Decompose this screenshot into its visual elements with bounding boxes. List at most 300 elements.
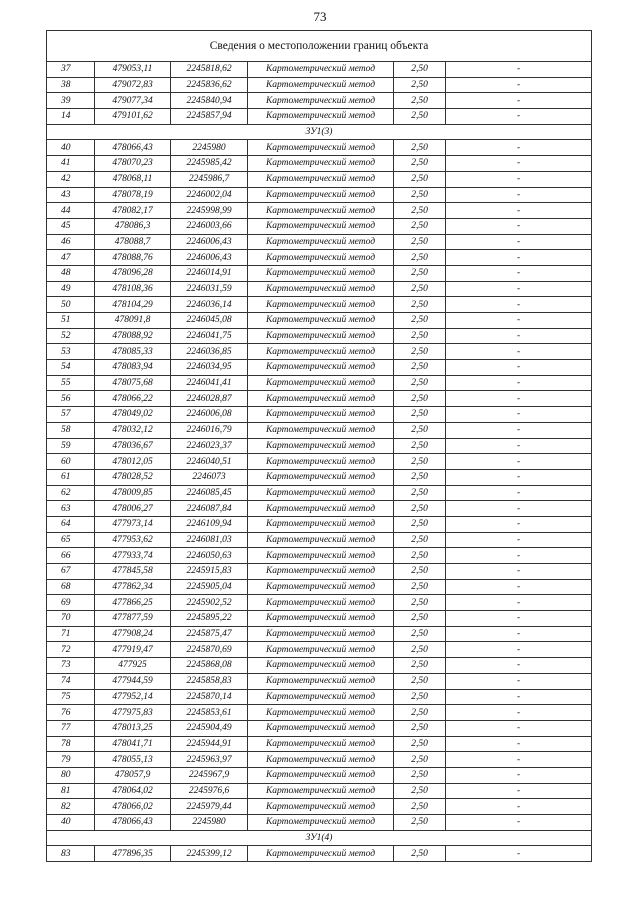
point-number-cell: 46 (47, 234, 95, 250)
method-cell: Картометрический метод (248, 626, 394, 642)
description-cell: - (446, 281, 592, 297)
coord-x-cell: 478078,19 (95, 187, 171, 203)
coord-y-cell: 2245998,99 (171, 203, 248, 219)
method-cell: Картометрический метод (248, 736, 394, 752)
point-number-cell: 71 (47, 626, 95, 642)
method-cell: Картометрический метод (248, 297, 394, 313)
method-cell: Картометрический метод (248, 642, 394, 658)
point-number-cell: 82 (47, 799, 95, 815)
method-cell: Картометрический метод (248, 815, 394, 831)
point-number-cell: 59 (47, 438, 95, 454)
accuracy-cell: 2,50 (394, 187, 446, 203)
accuracy-cell: 2,50 (394, 156, 446, 172)
accuracy-cell: 2,50 (394, 548, 446, 564)
accuracy-cell: 2,50 (394, 265, 446, 281)
coord-x-cell: 479072,83 (95, 77, 171, 93)
point-number-cell: 74 (47, 673, 95, 689)
accuracy-cell: 2,50 (394, 532, 446, 548)
description-cell: - (446, 736, 592, 752)
method-cell: Картометрический метод (248, 516, 394, 532)
accuracy-cell: 2,50 (394, 611, 446, 627)
coord-y-cell: 2246073 (171, 469, 248, 485)
table-row (47, 736, 592, 752)
coord-y-cell: 2246014,91 (171, 265, 248, 281)
point-number-cell: 47 (47, 250, 95, 266)
coord-x-cell: 479101,62 (95, 109, 171, 125)
coord-y-cell: 2246016,79 (171, 422, 248, 438)
page-number: 73 (313, 9, 327, 24)
accuracy-cell: 2,50 (394, 783, 446, 799)
accuracy-cell: 2,50 (394, 501, 446, 517)
coord-x-cell: 477953,62 (95, 532, 171, 548)
point-number-cell: 56 (47, 391, 95, 407)
coord-y-cell: 2245895,22 (171, 611, 248, 627)
accuracy-cell: 2,50 (394, 626, 446, 642)
method-cell: Картометрический метод (248, 611, 394, 627)
method-cell: Картометрический метод (248, 658, 394, 674)
method-cell: Картометрический метод (248, 93, 394, 109)
description-cell: - (446, 407, 592, 423)
point-number-cell: 61 (47, 469, 95, 485)
method-cell: Картометрический метод (248, 156, 394, 172)
description-cell: - (446, 234, 592, 250)
coord-x-cell: 477862,34 (95, 579, 171, 595)
coord-x-cell: 478006,27 (95, 501, 171, 517)
method-cell: Картометрический метод (248, 673, 394, 689)
coord-y-cell: 2245967,9 (171, 767, 248, 783)
method-cell: Картометрический метод (248, 62, 394, 78)
accuracy-cell: 2,50 (394, 799, 446, 815)
method-cell: Картометрический метод (248, 234, 394, 250)
method-cell: Картометрический метод (248, 203, 394, 219)
method-cell: Картометрический метод (248, 422, 394, 438)
description-cell: - (446, 720, 592, 736)
accuracy-cell: 2,50 (394, 658, 446, 674)
section-label: ЗУ1(4) (47, 830, 592, 846)
description-cell: - (446, 548, 592, 564)
description-cell: - (446, 218, 592, 234)
method-cell: Картометрический метод (248, 313, 394, 329)
table-row (47, 234, 592, 250)
description-cell: - (446, 642, 592, 658)
coord-x-cell: 478028,52 (95, 469, 171, 485)
table-row (47, 109, 592, 125)
description-cell: - (446, 62, 592, 78)
table-row (47, 250, 592, 266)
coord-x-cell: 477933,74 (95, 548, 171, 564)
accuracy-cell: 2,50 (394, 297, 446, 313)
description-cell: - (446, 673, 592, 689)
table-row (47, 281, 592, 297)
accuracy-cell: 2,50 (394, 752, 446, 768)
method-cell: Картометрический метод (248, 846, 394, 862)
accuracy-cell: 2,50 (394, 454, 446, 470)
coord-x-cell: 478066,43 (95, 140, 171, 156)
description-cell: - (446, 767, 592, 783)
point-number-cell: 55 (47, 375, 95, 391)
table-row (47, 375, 592, 391)
point-number-cell: 80 (47, 767, 95, 783)
accuracy-cell: 2,50 (394, 438, 446, 454)
table-row (47, 93, 592, 109)
method-cell: Картометрический метод (248, 595, 394, 611)
description-cell: - (446, 203, 592, 219)
table-row (47, 391, 592, 407)
section-label: ЗУ1(3) (47, 124, 592, 140)
method-cell: Картометрический метод (248, 689, 394, 705)
table-row (47, 564, 592, 580)
description-cell: - (446, 344, 592, 360)
accuracy-cell: 2,50 (394, 767, 446, 783)
coord-x-cell: 478088,7 (95, 234, 171, 250)
accuracy-cell: 2,50 (394, 375, 446, 391)
accuracy-cell: 2,50 (394, 140, 446, 156)
coord-x-cell: 478012,05 (95, 454, 171, 470)
coord-y-cell: 2245870,14 (171, 689, 248, 705)
coord-x-cell: 478066,43 (95, 815, 171, 831)
point-number-cell: 67 (47, 564, 95, 580)
method-cell: Картометрический метод (248, 438, 394, 454)
point-number-cell: 44 (47, 203, 95, 219)
accuracy-cell: 2,50 (394, 77, 446, 93)
section-row (47, 830, 592, 846)
coord-y-cell: 2245857,94 (171, 109, 248, 125)
description-cell: - (446, 595, 592, 611)
coord-x-cell: 478068,11 (95, 171, 171, 187)
coord-x-cell: 478064,02 (95, 783, 171, 799)
accuracy-cell: 2,50 (394, 705, 446, 721)
point-number-cell: 77 (47, 720, 95, 736)
table-row (47, 705, 592, 721)
coord-x-cell: 477896,35 (95, 846, 171, 862)
table-row (47, 218, 592, 234)
coord-y-cell: 2246109,94 (171, 516, 248, 532)
accuracy-cell: 2,50 (394, 407, 446, 423)
coord-y-cell: 2246028,87 (171, 391, 248, 407)
point-number-cell: 39 (47, 93, 95, 109)
coord-x-cell: 479077,34 (95, 93, 171, 109)
table-row (47, 469, 592, 485)
table-row (47, 611, 592, 627)
coord-y-cell: 2246031,59 (171, 281, 248, 297)
coord-x-cell: 478083,94 (95, 360, 171, 376)
table-row (47, 548, 592, 564)
point-number-cell: 40 (47, 140, 95, 156)
coord-x-cell: 478032,12 (95, 422, 171, 438)
description-cell: - (446, 313, 592, 329)
accuracy-cell: 2,50 (394, 846, 446, 862)
table-row (47, 203, 592, 219)
coord-x-cell: 478096,28 (95, 265, 171, 281)
description-cell: - (446, 391, 592, 407)
accuracy-cell: 2,50 (394, 344, 446, 360)
point-number-cell: 70 (47, 611, 95, 627)
description-cell: - (446, 454, 592, 470)
accuracy-cell: 2,50 (394, 642, 446, 658)
description-cell: - (446, 171, 592, 187)
accuracy-cell: 2,50 (394, 109, 446, 125)
point-number-cell: 48 (47, 265, 95, 281)
table-row (47, 579, 592, 595)
coord-y-cell: 2246081,03 (171, 532, 248, 548)
coord-y-cell: 2245870,69 (171, 642, 248, 658)
coord-x-cell: 477925 (95, 658, 171, 674)
description-cell: - (446, 109, 592, 125)
table-row (47, 658, 592, 674)
point-number-cell: 63 (47, 501, 95, 517)
accuracy-cell: 2,50 (394, 328, 446, 344)
coord-y-cell: 2246085,45 (171, 485, 248, 501)
method-cell: Картометрический метод (248, 485, 394, 501)
point-number-cell: 64 (47, 516, 95, 532)
method-cell: Картометрический метод (248, 391, 394, 407)
coord-y-cell: 2245818,62 (171, 62, 248, 78)
method-cell: Картометрический метод (248, 564, 394, 580)
description-cell: - (446, 532, 592, 548)
accuracy-cell: 2,50 (394, 360, 446, 376)
table-row (47, 438, 592, 454)
description-cell: - (446, 815, 592, 831)
coord-y-cell: 2246040,51 (171, 454, 248, 470)
method-cell: Картометрический метод (248, 532, 394, 548)
method-cell: Картометрический метод (248, 783, 394, 799)
table-row (47, 485, 592, 501)
coord-y-cell: 2245980 (171, 815, 248, 831)
description-cell: - (446, 485, 592, 501)
table-row (47, 673, 592, 689)
description-cell: - (446, 564, 592, 580)
coord-x-cell: 479053,11 (95, 62, 171, 78)
table-title-row (47, 31, 592, 62)
method-cell: Картометрический метод (248, 548, 394, 564)
method-cell: Картометрический метод (248, 454, 394, 470)
coord-x-cell: 478066,02 (95, 799, 171, 815)
description-cell: - (446, 140, 592, 156)
description-cell: - (446, 705, 592, 721)
point-number-cell: 54 (47, 360, 95, 376)
point-number-cell: 68 (47, 579, 95, 595)
coord-y-cell: 2245840,94 (171, 93, 248, 109)
description-cell: - (446, 297, 592, 313)
description-cell: - (446, 375, 592, 391)
table-row (47, 62, 592, 78)
accuracy-cell: 2,50 (394, 720, 446, 736)
coord-x-cell: 478036,67 (95, 438, 171, 454)
description-cell: - (446, 156, 592, 172)
coord-x-cell: 477944,59 (95, 673, 171, 689)
coord-y-cell: 2246087,84 (171, 501, 248, 517)
point-number-cell: 60 (47, 454, 95, 470)
coord-y-cell: 2245836,62 (171, 77, 248, 93)
method-cell: Картометрический метод (248, 140, 394, 156)
method-cell: Картометрический метод (248, 109, 394, 125)
point-number-cell: 49 (47, 281, 95, 297)
coord-y-cell: 2245986,7 (171, 171, 248, 187)
coord-y-cell: 2246006,08 (171, 407, 248, 423)
accuracy-cell: 2,50 (394, 689, 446, 705)
description-cell: - (446, 438, 592, 454)
method-cell: Картометрический метод (248, 360, 394, 376)
table-row (47, 532, 592, 548)
point-number-cell: 41 (47, 156, 95, 172)
coord-y-cell: 2246023,37 (171, 438, 248, 454)
method-cell: Картометрический метод (248, 705, 394, 721)
accuracy-cell: 2,50 (394, 391, 446, 407)
coord-y-cell: 2246006,43 (171, 250, 248, 266)
coord-y-cell: 2246003,66 (171, 218, 248, 234)
coord-x-cell: 477908,24 (95, 626, 171, 642)
accuracy-cell: 2,50 (394, 203, 446, 219)
method-cell: Картометрический метод (248, 752, 394, 768)
description-cell: - (446, 579, 592, 595)
table-row (47, 140, 592, 156)
accuracy-cell: 2,50 (394, 815, 446, 831)
method-cell: Картометрический метод (248, 265, 394, 281)
point-number-cell: 58 (47, 422, 95, 438)
coord-y-cell: 2245980 (171, 140, 248, 156)
coord-x-cell: 478091,8 (95, 313, 171, 329)
point-number-cell: 51 (47, 313, 95, 329)
description-cell: - (446, 611, 592, 627)
table-row (47, 360, 592, 376)
coord-x-cell: 478055,13 (95, 752, 171, 768)
table-row (47, 720, 592, 736)
accuracy-cell: 2,50 (394, 595, 446, 611)
point-number-cell: 53 (47, 344, 95, 360)
accuracy-cell: 2,50 (394, 564, 446, 580)
description-cell: - (446, 265, 592, 281)
coord-y-cell: 2246045,08 (171, 313, 248, 329)
description-cell: - (446, 846, 592, 862)
point-number-cell: 38 (47, 77, 95, 93)
coord-x-cell: 478009,85 (95, 485, 171, 501)
point-number-cell: 45 (47, 218, 95, 234)
accuracy-cell: 2,50 (394, 516, 446, 532)
method-cell: Картометрический метод (248, 344, 394, 360)
description-cell: - (446, 626, 592, 642)
coord-y-cell: 2245985,42 (171, 156, 248, 172)
point-number-cell: 81 (47, 783, 95, 799)
coord-x-cell: 478075,68 (95, 375, 171, 391)
description-cell: - (446, 187, 592, 203)
coord-x-cell: 477973,14 (95, 516, 171, 532)
accuracy-cell: 2,50 (394, 234, 446, 250)
method-cell: Картометрический метод (248, 799, 394, 815)
description-cell: - (446, 799, 592, 815)
coord-x-cell: 478041,71 (95, 736, 171, 752)
accuracy-cell: 2,50 (394, 218, 446, 234)
table-row (47, 77, 592, 93)
table-row (47, 846, 592, 862)
coord-x-cell: 478108,36 (95, 281, 171, 297)
section-row (47, 124, 592, 140)
coord-x-cell: 478088,76 (95, 250, 171, 266)
accuracy-cell: 2,50 (394, 485, 446, 501)
accuracy-cell: 2,50 (394, 469, 446, 485)
point-number-cell: 75 (47, 689, 95, 705)
table-row (47, 815, 592, 831)
table-row (47, 407, 592, 423)
coord-x-cell: 478088,92 (95, 328, 171, 344)
point-number-cell: 83 (47, 846, 95, 862)
point-number-cell: 57 (47, 407, 95, 423)
table-row (47, 344, 592, 360)
accuracy-cell: 2,50 (394, 281, 446, 297)
boundary-table (46, 30, 592, 862)
coord-x-cell: 478082,17 (95, 203, 171, 219)
method-cell: Картометрический метод (248, 375, 394, 391)
coord-y-cell: 2245963,97 (171, 752, 248, 768)
accuracy-cell: 2,50 (394, 422, 446, 438)
description-cell: - (446, 516, 592, 532)
description-cell: - (446, 250, 592, 266)
point-number-cell: 72 (47, 642, 95, 658)
method-cell: Картометрический метод (248, 218, 394, 234)
accuracy-cell: 2,50 (394, 579, 446, 595)
coord-x-cell: 478104,29 (95, 297, 171, 313)
coord-x-cell: 478070,23 (95, 156, 171, 172)
point-number-cell: 76 (47, 705, 95, 721)
description-cell: - (446, 93, 592, 109)
accuracy-cell: 2,50 (394, 673, 446, 689)
description-cell: - (446, 752, 592, 768)
table-row (47, 454, 592, 470)
accuracy-cell: 2,50 (394, 62, 446, 78)
point-number-cell: 66 (47, 548, 95, 564)
accuracy-cell: 2,50 (394, 736, 446, 752)
table-row (47, 156, 592, 172)
method-cell: Картометрический метод (248, 469, 394, 485)
point-number-cell: 78 (47, 736, 95, 752)
coord-x-cell: 478049,02 (95, 407, 171, 423)
method-cell: Картометрический метод (248, 501, 394, 517)
description-cell: - (446, 328, 592, 344)
coord-x-cell: 477975,83 (95, 705, 171, 721)
table-row (47, 171, 592, 187)
method-cell: Картометрический метод (248, 187, 394, 203)
method-cell: Картометрический метод (248, 77, 394, 93)
table-row (47, 595, 592, 611)
coord-y-cell: 2246041,75 (171, 328, 248, 344)
table-row (47, 767, 592, 783)
point-number-cell: 52 (47, 328, 95, 344)
coord-y-cell: 2245904,49 (171, 720, 248, 736)
coord-y-cell: 2245399,12 (171, 846, 248, 862)
table-row (47, 626, 592, 642)
description-cell: - (446, 783, 592, 799)
coord-x-cell: 477952,14 (95, 689, 171, 705)
coord-x-cell: 477845,58 (95, 564, 171, 580)
coord-y-cell: 2245868,08 (171, 658, 248, 674)
accuracy-cell: 2,50 (394, 171, 446, 187)
coord-y-cell: 2245976,6 (171, 783, 248, 799)
table-row (47, 422, 592, 438)
table-row (47, 328, 592, 344)
boundary-table-wrapper (46, 30, 591, 862)
accuracy-cell: 2,50 (394, 250, 446, 266)
coord-x-cell: 478057,9 (95, 767, 171, 783)
point-number-cell: 37 (47, 62, 95, 78)
coord-x-cell: 477919,47 (95, 642, 171, 658)
description-cell: - (446, 501, 592, 517)
coord-x-cell: 478066,22 (95, 391, 171, 407)
coord-y-cell: 2246050,63 (171, 548, 248, 564)
coord-x-cell: 478086,3 (95, 218, 171, 234)
table-row (47, 642, 592, 658)
coord-y-cell: 2246041,41 (171, 375, 248, 391)
method-cell: Картометрический метод (248, 720, 394, 736)
coord-y-cell: 2245915,83 (171, 564, 248, 580)
